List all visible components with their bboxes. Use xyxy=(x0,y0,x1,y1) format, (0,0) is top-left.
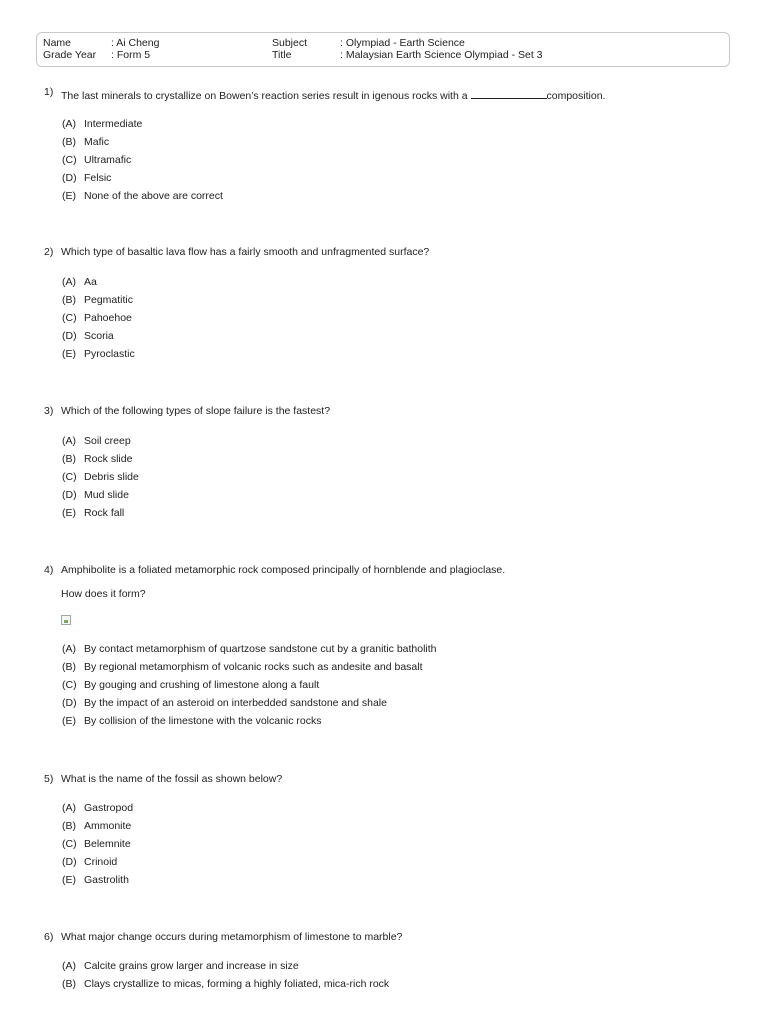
option-text: Soil creep xyxy=(84,435,131,447)
option-label: (A) xyxy=(62,802,76,814)
question-number: 6) xyxy=(44,931,54,943)
option-text: Gastropod xyxy=(84,802,134,814)
option-text: By collision of the limestone with the volcanic rocks xyxy=(84,715,322,727)
option-label: (B) xyxy=(62,136,76,148)
option-text: Clays crystallize to micas, forming a highly foliated, mica-rich rock xyxy=(84,978,390,990)
option-text: Belemnite xyxy=(84,838,131,850)
question-text: What major change occurs during metamorphism of limestone to marble? xyxy=(61,931,403,943)
answer-blank xyxy=(471,88,547,99)
worksheet-header xyxy=(36,32,730,67)
question-text-after: composition. xyxy=(546,90,606,102)
option-text: Calcite grains grow larger and increase in size xyxy=(84,960,299,972)
option-text: Aa xyxy=(84,276,97,288)
option-text: Mafic xyxy=(84,136,110,148)
option-text: Gastrolith xyxy=(84,874,129,886)
question-subtext: How does it form? xyxy=(61,588,146,600)
title-value: : Malaysian Earth Science Olympiad - Set 3 xyxy=(340,49,543,61)
option-text: By the impact of an asteroid on interbedded sandstone and shale xyxy=(84,697,387,709)
name-label: Name xyxy=(43,37,72,49)
option-label: (B) xyxy=(62,661,76,673)
option-text: Rock slide xyxy=(84,453,133,465)
option-label: (E) xyxy=(62,507,76,519)
option-label: (B) xyxy=(62,978,76,990)
option-text: By contact metamorphism of quartzose sandstone cut by a granitic batholith xyxy=(84,643,437,655)
option-text: Rock fall xyxy=(84,507,125,519)
option-label: (E) xyxy=(62,190,76,202)
option-text: Crinoid xyxy=(84,856,118,868)
option-text: Scoria xyxy=(84,330,114,342)
option-text: Pegmatitic xyxy=(84,294,134,306)
option-label: (C) xyxy=(62,312,77,324)
question-text: Amphibolite is a foliated metamorphic rock composed principally of hornblende and plagioclase. xyxy=(61,564,506,576)
option-text: Pahoehoe xyxy=(84,312,132,324)
option-label: (A) xyxy=(62,118,76,130)
option-label: (A) xyxy=(62,276,76,288)
question-number: 1) xyxy=(44,86,54,98)
question-text xyxy=(61,88,605,102)
option-text: Ammonite xyxy=(84,820,132,832)
subject-value: : Olympiad - Earth Science xyxy=(340,37,465,49)
option-text: Intermediate xyxy=(84,118,143,130)
question-text: What is the name of the fossil as shown below? xyxy=(61,773,283,785)
option-label: (E) xyxy=(62,715,76,727)
grade-value: : Form 5 xyxy=(111,49,151,61)
question-text-before: The last minerals to crystallize on Bowen’s reaction series result in igenous rocks with a xyxy=(61,90,471,102)
option-label: (D) xyxy=(62,330,77,342)
option-text: By regional metamorphism of volcanic rocks such as andesite and basalt xyxy=(84,661,423,673)
option-label: (D) xyxy=(62,856,77,868)
option-label: (B) xyxy=(62,294,76,306)
option-label: (E) xyxy=(62,348,76,360)
option-label: (C) xyxy=(62,471,77,483)
question-text: Which of the following types of slope failure is the fastest? xyxy=(61,405,331,417)
option-label: (D) xyxy=(62,489,77,501)
question-text: Which type of basaltic lava flow has a fairly smooth and unfragmented surface? xyxy=(61,246,430,258)
option-label: (A) xyxy=(62,643,76,655)
option-text: By gouging and crushing of limestone along a fault xyxy=(84,679,320,691)
option-text: Felsic xyxy=(84,172,112,184)
option-text: Debris slide xyxy=(84,471,139,483)
option-text: Pyroclastic xyxy=(84,348,135,360)
option-label: (D) xyxy=(62,172,77,184)
subject-label: Subject xyxy=(272,37,308,49)
option-label: (A) xyxy=(62,435,76,447)
option-label: (C) xyxy=(62,679,77,691)
question-number: 4) xyxy=(44,564,54,576)
option-label: (D) xyxy=(62,697,77,709)
question-number: 3) xyxy=(44,405,54,417)
option-label: (B) xyxy=(62,453,76,465)
grade-label: Grade Year xyxy=(43,49,97,61)
question-number: 2) xyxy=(44,246,54,258)
title-label: Title xyxy=(272,49,292,61)
option-label: (B) xyxy=(62,820,76,832)
name-value: : Ai Cheng xyxy=(111,37,160,49)
option-label: (E) xyxy=(62,874,76,886)
broken-image-icon xyxy=(61,615,71,625)
option-text: Mud slide xyxy=(84,489,129,501)
option-text: Ultramafic xyxy=(84,154,132,166)
question-number: 5) xyxy=(44,773,54,785)
option-text: None of the above are correct xyxy=(84,190,223,202)
option-label: (A) xyxy=(62,960,76,972)
option-label: (C) xyxy=(62,838,77,850)
option-label: (C) xyxy=(62,154,77,166)
